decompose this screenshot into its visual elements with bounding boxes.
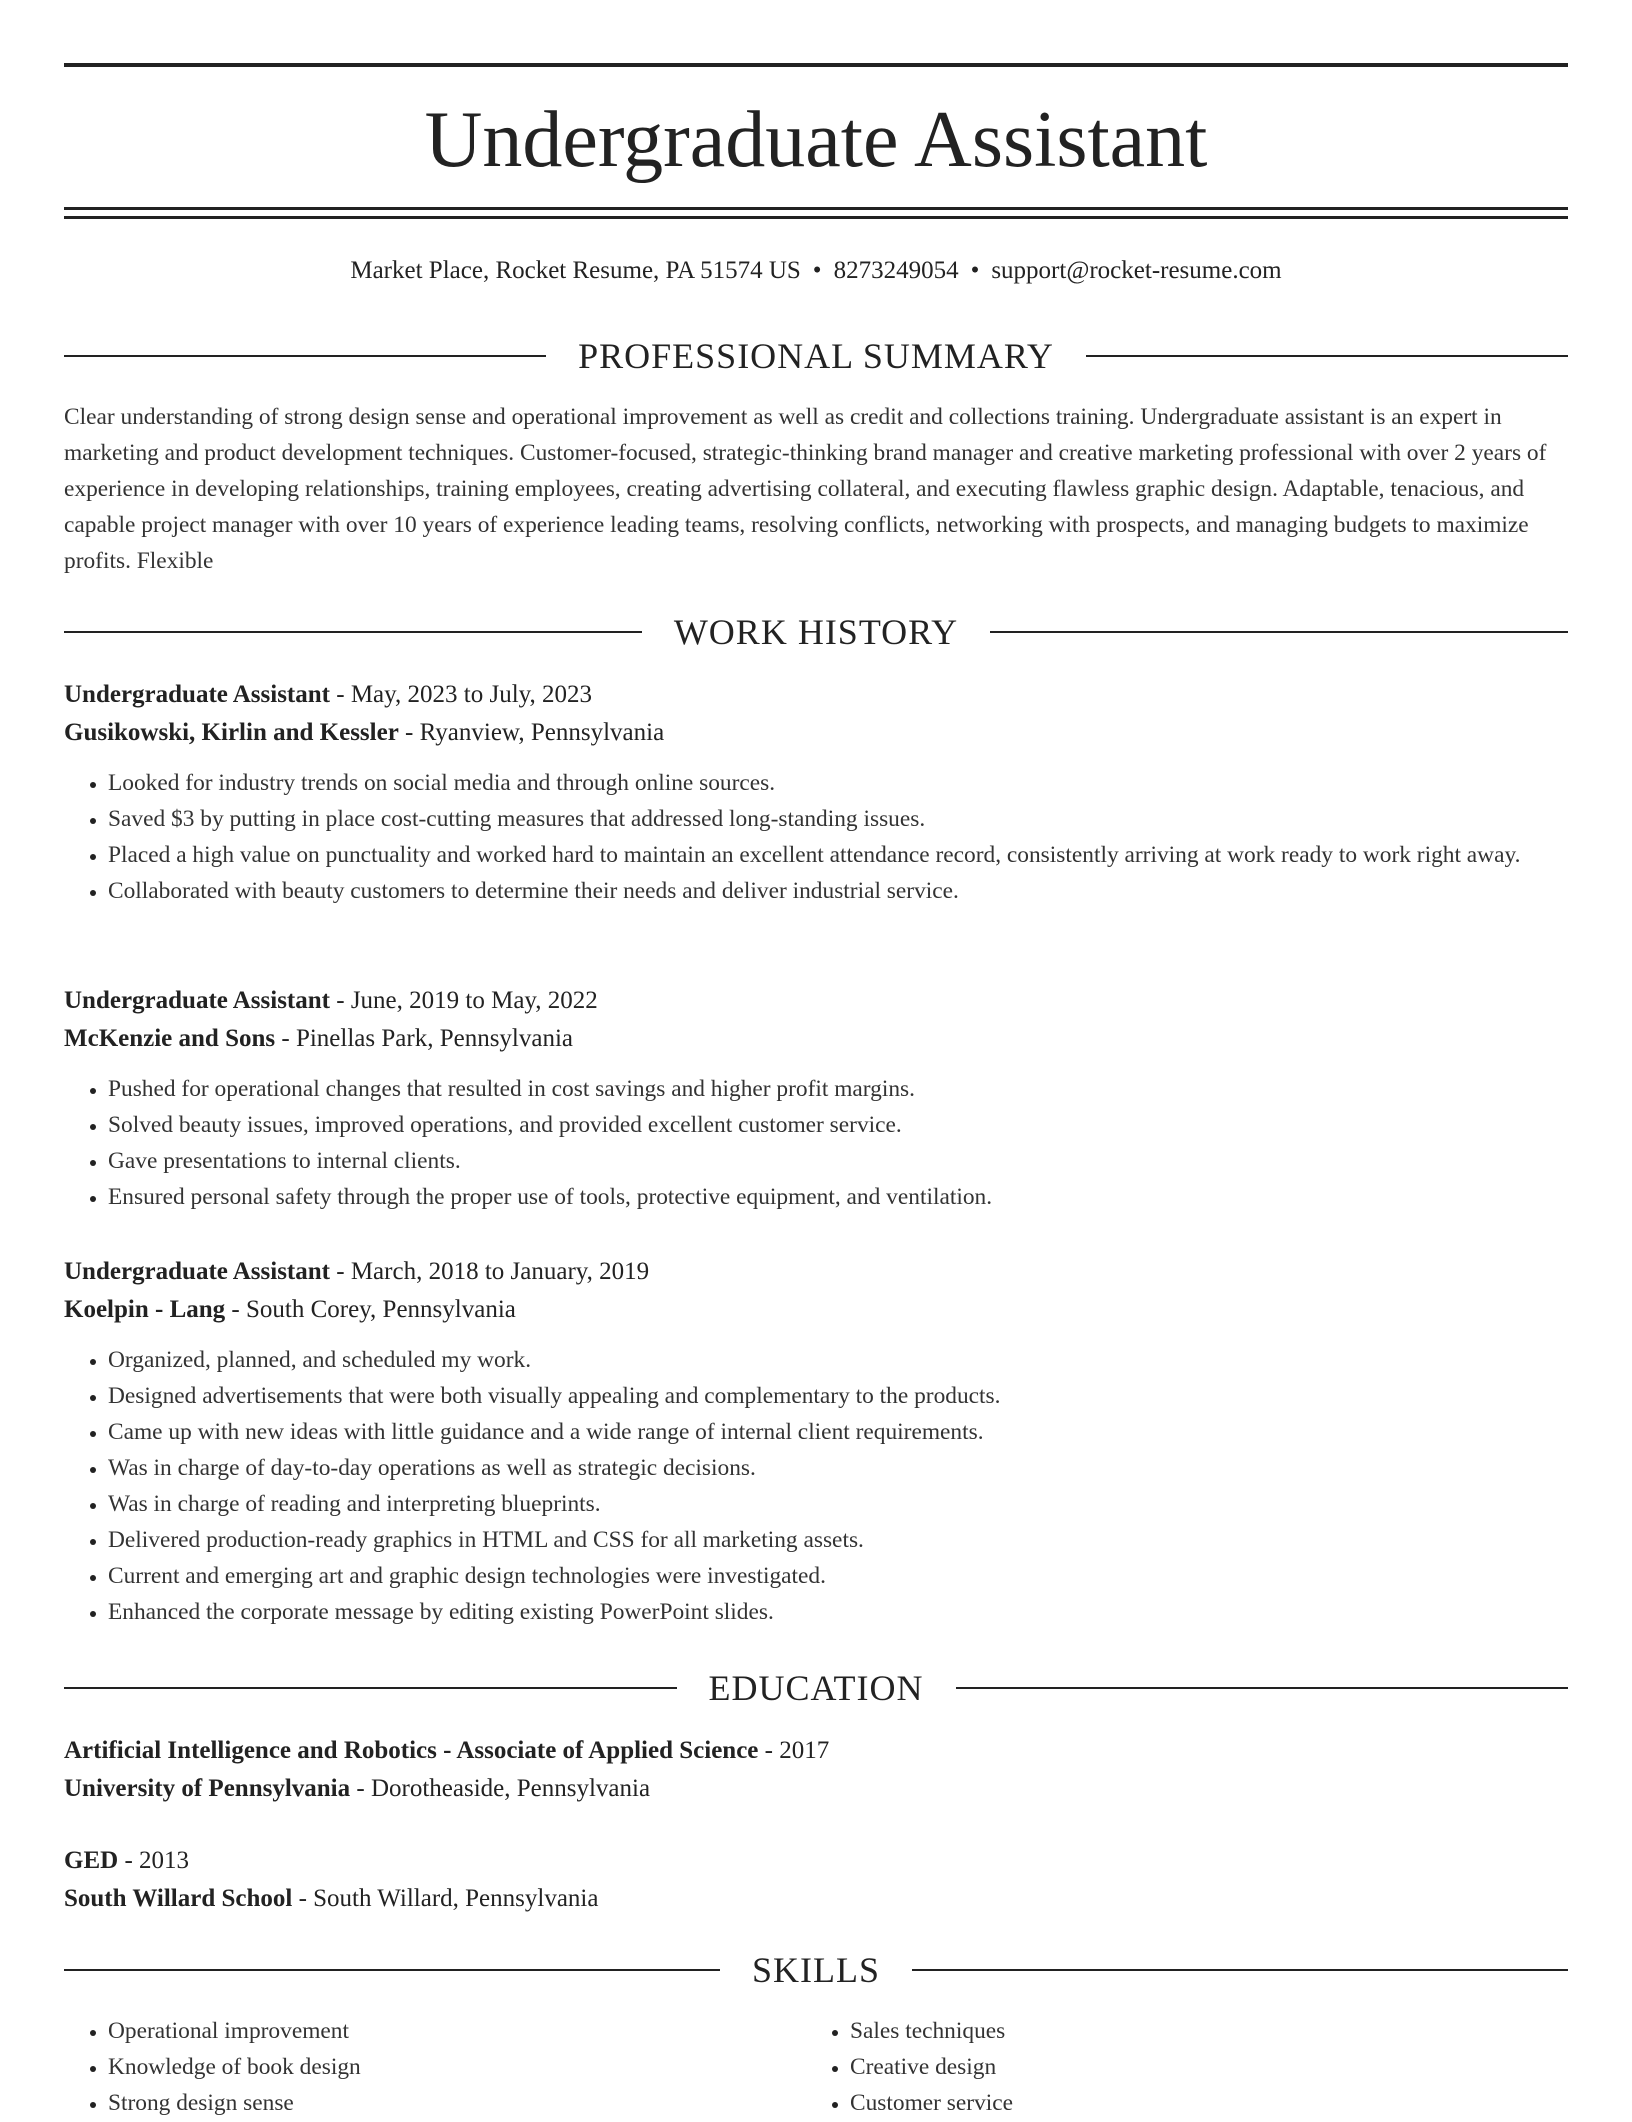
education-degree: Artificial Intelligence and Robotics - Associate of Applied Science	[64, 1737, 759, 1764]
job-company-line	[64, 1020, 1568, 1058]
contact-line	[64, 254, 1568, 288]
summary-paragraph: Clear understanding of strong design sense and operational improvement as well as credit and collections training. Undergraduate assistant is an expert in marketing and product development techniques. Customer-focused, strategic-thinking brand manager and creative marketing professional with over 2 years of experience in developing relationships, training employees, creating advertising collateral, and executing flawless graphic design. Adaptable, tenacious, and capable project manager with over 10 years of experience leading teams, resolving conflicts, networking with prospects, and managing budgets to maximize profits. Flexible	[64, 404, 1547, 574]
section-title: SKILLS	[752, 1950, 881, 1990]
skill-item: • Operational improvement	[108, 2013, 806, 2049]
job-bullet: • Came up with new ideas with little guidance and a wide range of internal client requirements.	[108, 1414, 1568, 1450]
job-title: Undergraduate Assistant	[64, 681, 330, 708]
section-heading-work-history	[64, 610, 1568, 654]
job-title: Undergraduate Assistant	[64, 1258, 330, 1285]
education-school-line	[64, 1770, 1568, 1808]
job-bullet: • Designed advertisements that were both visually appealing and complementary to the products.	[108, 1378, 1568, 1414]
contact-address: Market Place, Rocket Resume, PA 51574 US	[350, 257, 801, 284]
education-school-line	[64, 1880, 1568, 1918]
heading-rule	[64, 355, 546, 357]
header-double-rule-lower	[64, 216, 1568, 219]
job-entry	[64, 1253, 1568, 1630]
candidate-name: Undergraduate Assistant	[424, 96, 1208, 184]
job-company: Koelpin - Lang	[64, 1296, 226, 1323]
job-bullet: • Pushed for operational changes that resulted in cost savings and higher profit margins.	[108, 1071, 1568, 1107]
job-bullet: • Solved beauty issues, improved operations, and provided excellent customer service.	[108, 1107, 1568, 1143]
job-entry	[64, 982, 1568, 1215]
skill-item: • Creative design	[850, 2049, 1548, 2085]
job-company-line	[64, 714, 1568, 752]
skills-list-right	[806, 2013, 1548, 2121]
job-bullet: • Looked for industry trends on social media and through online sources.	[108, 765, 1568, 801]
job-location: - South Corey, Pennsylvania	[231, 1296, 516, 1323]
job-title-line	[64, 982, 1568, 1020]
job-bullet-list	[64, 765, 1568, 909]
contact-phone: 8273249054	[833, 257, 959, 284]
job-company: Gusikowski, Kirlin and Kessler	[64, 719, 399, 746]
section-heading-education	[64, 1666, 1568, 1710]
header-double-rule-upper	[64, 207, 1568, 210]
section-heading-summary	[64, 334, 1568, 378]
job-bullet: • Gave presentations to internal clients.	[108, 1143, 1568, 1179]
job-company-line	[64, 1291, 1568, 1329]
job-bullet-list	[64, 1342, 1568, 1630]
education-year: - 2017	[764, 1737, 830, 1764]
heading-rule	[64, 1687, 677, 1689]
job-bullet: • Organized, planned, and scheduled my work.	[108, 1342, 1568, 1378]
section-title: EDUCATION	[708, 1668, 924, 1708]
education-location: - South Willard, Pennsylvania	[298, 1885, 599, 1912]
heading-rule	[1086, 355, 1568, 357]
skill-item: • Knowledge of book design	[108, 2049, 806, 2085]
section-title: WORK HISTORY	[673, 612, 959, 652]
skill-item: • Sales techniques	[850, 2013, 1548, 2049]
header-top-rule	[64, 63, 1568, 67]
job-bullet: • Ensured personal safety through the proper use of tools, protective equipment, and ventilation.	[108, 1179, 1568, 1215]
job-title-line	[64, 676, 1568, 714]
section-heading-skills	[64, 1948, 1568, 1992]
job-dates: - June, 2019 to May, 2022	[336, 987, 598, 1014]
heading-rule	[990, 631, 1568, 633]
job-bullet: • Current and emerging art and graphic design technologies were investigated.	[108, 1558, 1568, 1594]
job-title-line	[64, 1253, 1568, 1291]
job-bullet: • Enhanced the corporate message by editing existing PowerPoint slides.	[108, 1594, 1568, 1630]
education-entry	[64, 1842, 1568, 1918]
education-year: - 2013	[124, 1847, 190, 1874]
education-location: - Dorotheaside, Pennsylvania	[356, 1775, 651, 1802]
job-dates: - March, 2018 to January, 2019	[336, 1258, 650, 1285]
education-school: South Willard School	[64, 1885, 293, 1912]
contact-email: support@rocket-resume.com	[991, 257, 1282, 284]
job-location: - Pinellas Park, Pennsylvania	[281, 1025, 574, 1052]
skill-item: • Strong design sense	[108, 2085, 806, 2121]
education-degree-line	[64, 1732, 1568, 1770]
skills-list-left	[64, 2013, 806, 2121]
education-degree: GED	[64, 1847, 119, 1874]
skill-item: • Customer service	[850, 2085, 1548, 2121]
job-bullet: • Was in charge of reading and interpreting blueprints.	[108, 1486, 1568, 1522]
heading-rule	[64, 1969, 720, 1971]
job-title: Undergraduate Assistant	[64, 987, 330, 1014]
heading-rule	[956, 1687, 1569, 1689]
skills-columns	[64, 2013, 1568, 2121]
heading-rule	[912, 1969, 1568, 1971]
job-bullet: • Was in charge of day-to-day operations as well as strategic decisions.	[108, 1450, 1568, 1486]
job-bullet: • Saved $3 by putting in place cost-cutting measures that addressed long-standing issues.	[108, 801, 1568, 837]
education-degree-line	[64, 1842, 1568, 1880]
job-bullet: • Placed a high value on punctuality and worked hard to maintain an excellent attendance record, consistently arriving at work ready to work right away.	[108, 837, 1568, 873]
job-location: - Ryanview, Pennsylvania	[405, 719, 665, 746]
education-entry	[64, 1732, 1568, 1808]
education-school: University of Pennsylvania	[64, 1775, 351, 1802]
heading-rule	[64, 631, 642, 633]
job-entry	[64, 676, 1568, 909]
section-title: PROFESSIONAL SUMMARY	[578, 336, 1054, 376]
job-company: McKenzie and Sons	[64, 1025, 276, 1052]
contact-separator: •	[970, 257, 980, 284]
job-bullet-list	[64, 1071, 1568, 1215]
job-bullet: • Delivered production-ready graphics in HTML and CSS for all marketing assets.	[108, 1522, 1568, 1558]
job-bullet: • Collaborated with beauty customers to determine their needs and deliver industrial service.	[108, 873, 1568, 909]
contact-separator: •	[812, 257, 822, 284]
job-dates: - May, 2023 to July, 2023	[336, 681, 593, 708]
